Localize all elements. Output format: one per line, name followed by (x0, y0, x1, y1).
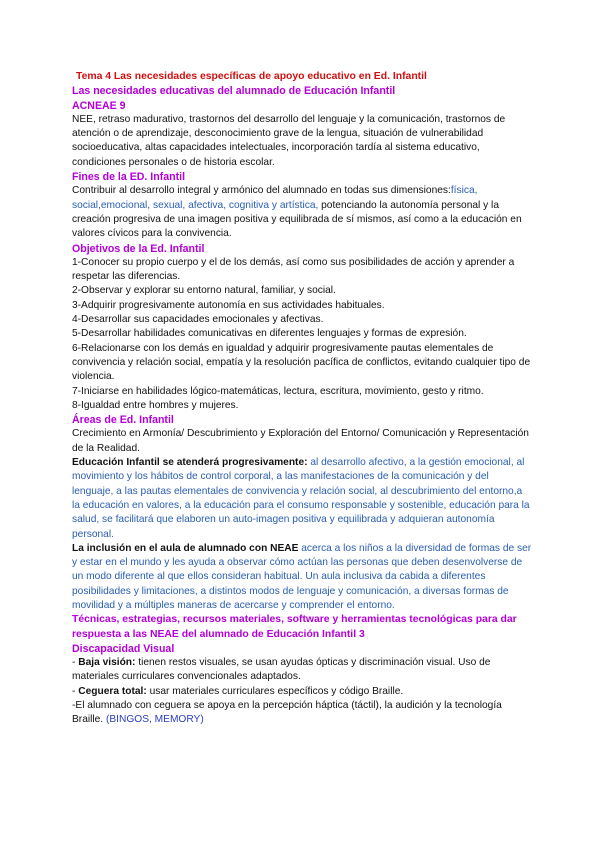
objetivo-item: 3-Adquirir progresivamente autonomía en sus actividades habituales. (72, 299, 385, 311)
objetivo-item: 8-Igualdad entre hombres y mujeres. (72, 399, 239, 411)
baja-vision-paragraph (72, 656, 532, 685)
examples-text: (BINGOS, MEMORY) (105, 714, 204, 726)
objetivo-item: 4-Desarrollar sus capacidades emocionales y afectivas. (72, 314, 324, 326)
ceguera-prefix: - (72, 685, 79, 697)
objetivo-item: 2-Observar y explorar su entorno natural, familiar, y social. (72, 285, 336, 297)
fines-paragraph (72, 184, 532, 241)
ceguera-paragraph (72, 685, 532, 699)
objetivo-item: 5-Desarrollar habilidades comunicativas en diferentes lenguajes y formas de expresión. (72, 328, 467, 340)
fines-text-b: potenciando la autonomía personal y la creación progresiva de una imagen positiva y equilibrada de sí mismos, así como a la educación en valores cívicos para la convivencia. (72, 199, 522, 240)
fines-heading: Fines de la ED. Infantil (72, 171, 186, 184)
fines-highlight: física, social,emocional, sexual, afectiva, cognitiva y artística, (72, 185, 478, 211)
objetivo-item: 1-Conocer su propio cuerpo y el de los demás, así como sus posibilidades de acción y aprender a respetar las diferencias. (72, 256, 515, 283)
discapacidad-heading: Discapacidad Visual (72, 642, 175, 655)
alumnado-paragraph (72, 699, 532, 728)
progresivamente-paragraph (72, 456, 532, 542)
inclusion-paragraph (72, 542, 532, 613)
baja-vision-text: tienen restos visuales, se usan ayudas ópticas y discriminación visual. Uso de materiales curriculares convencionales adaptados. (72, 657, 491, 683)
objetivo-item: 7-Iniciarse en habilidades lógico-matemáticas, lectura, escritura, movimiento, gesto y ritmo. (72, 385, 484, 397)
page-title: Tema 4 Las necesidades específicas de apoyo educativo en Ed. Infantil (76, 71, 427, 82)
acneae-heading: ACNEAE 9 (72, 99, 126, 112)
baja-prefix: - (72, 657, 79, 669)
ceguera-label: Ceguera total: (78, 685, 147, 697)
inclusion-lead: La inclusión en el aula de alumnado con NEAE (72, 542, 299, 554)
baja-vision-label: Baja visión: (78, 657, 136, 669)
fines-text-a: Contribuir al desarrollo integral y armónico del alumnado en todas sus dimensiones: (72, 185, 451, 197)
alumnado-text: -El alumnado con ceguera se apoya en la percepción háptica (táctil), la audición y la tecnología Braille. (72, 700, 502, 726)
progresivamente-lead: Educación Infantil se atenderá progresivamente: (72, 457, 308, 469)
subtitle: Las necesidades educativas del alumnado de Educación Infantil (72, 85, 396, 98)
acneae-text: NEE, retraso madurativo, trastornos del desarrollo del lenguaje y la comunicación, trastornos de atención o de aprendizaje, desconocimiento grave de la lengua, situación de vulnerabilidad socioeducativa, altas capacidades intelectuales, incorporación tardía al sistema educativo, condiciones personales o de historia escolar. (72, 113, 506, 168)
areas-heading: Áreas de Ed. Infantil (72, 414, 174, 427)
ceguera-text: usar materiales curriculares específicos y código Braille. (146, 685, 404, 697)
objetivo-item: 6-Relacionarse con los demás en igualdad y adquirir progresivamente pautas elementales de convivencia y relación social, empatía y la resolución pacífica de conflictos, evitando cualquier tipo de violencia. (72, 342, 531, 383)
document-page (72, 70, 532, 728)
inclusion-text: acerca a los niños a la diversidad de formas de ser y estar en el mundo y les ayuda a observar cómo actúan las personas que deben desenvolverse de un modo diferente al que ellos consideran habitual. Un aula inclusiva da cabida a diferentes posibilidades y limitaciones, a distintos modos de lenguaje y comunicación, a diversas formas de movilidad y a múltiples maneras de acercarse y comprender el entorno. (72, 542, 532, 611)
objetivos-heading: Objetivos de la Ed. Infantil (72, 242, 205, 255)
areas-text: Crecimiento en Armonía/ Descubrimiento y Exploración del Entorno/ Comunicación y Representación de la Realidad. (72, 428, 529, 454)
tecnicas-heading: Técnicas, estrategias, recursos materiales, software y herramientas tecnológicas para dar respuesta a las NEAE del alumnado de Educación Infantil 3 (72, 614, 517, 640)
progresivamente-text: al desarrollo afectivo, a la gestión emocional, al movimiento y los hábitos de control corporal, a las manifestaciones de la comunicación y del lenguaje, a las pautas elementales de convivencia y relación social, al descubrimiento del entorno,a la educación en valores, a la educación para el consumo responsable y sostenible, educación para la salud, se facilitará que elaboren un auto-imagen positiva y equilibrada y adquieran autonomía personal. (72, 457, 530, 540)
